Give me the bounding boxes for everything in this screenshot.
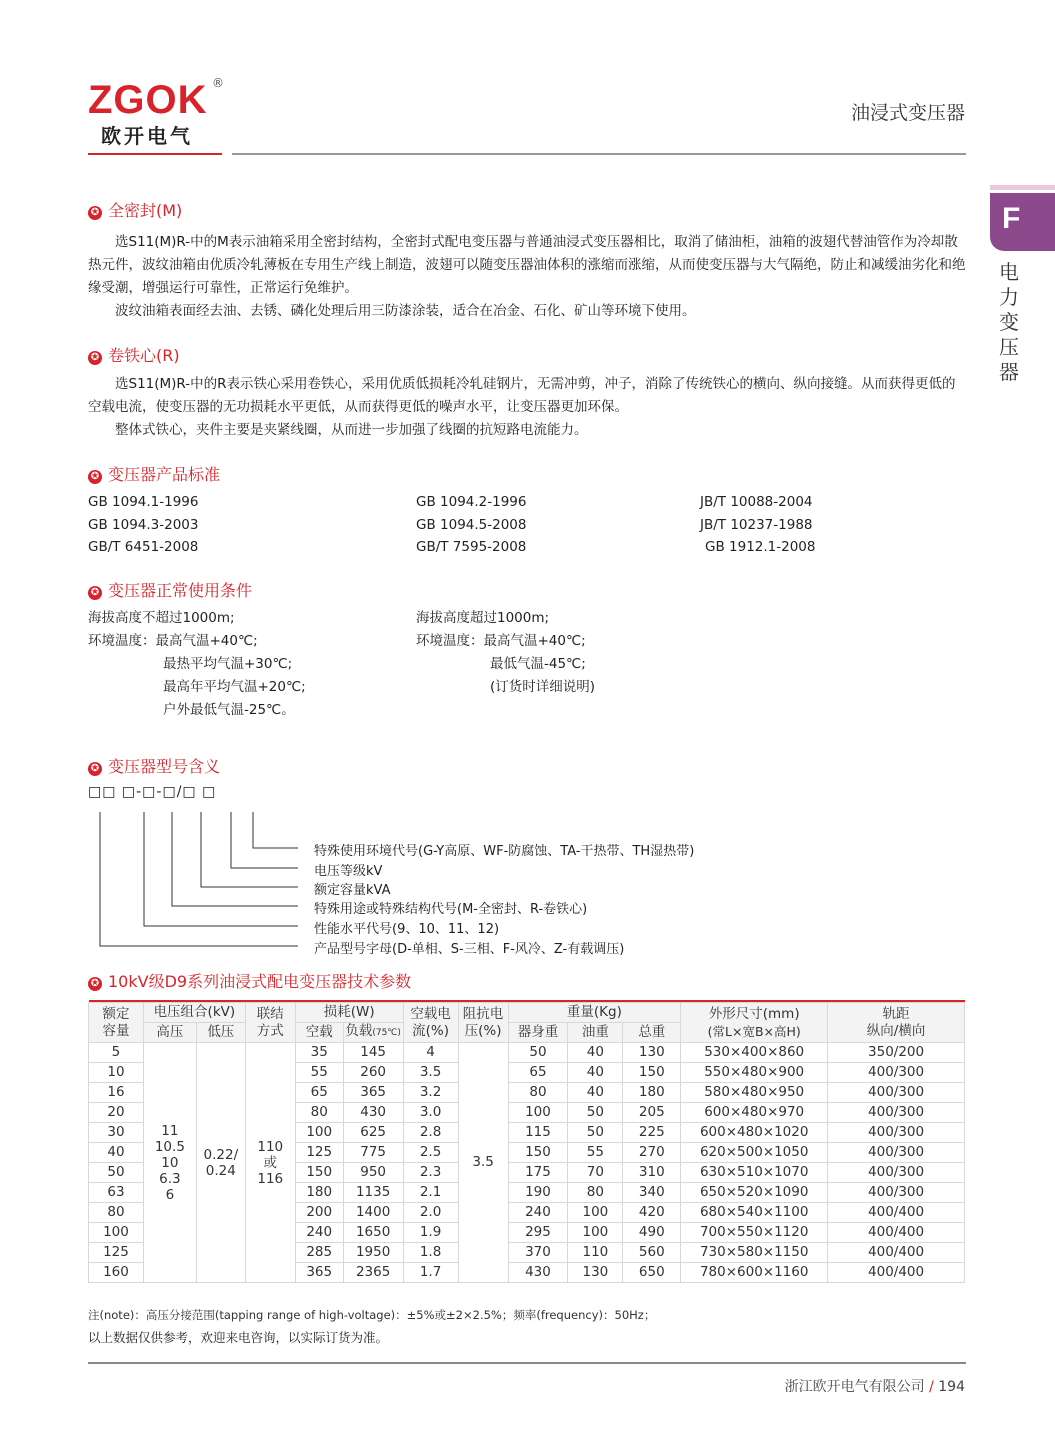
cell-gauge: 400/300 bbox=[828, 1183, 965, 1203]
cell-total-weight: 650 bbox=[623, 1263, 681, 1283]
cell-oil-weight: 40 bbox=[568, 1083, 623, 1103]
cell-noload-loss: 80 bbox=[295, 1103, 343, 1123]
cell-body-weight: 190 bbox=[508, 1183, 568, 1203]
cell-gauge: 400/400 bbox=[828, 1243, 965, 1263]
cell-capacity: 5 bbox=[89, 1043, 144, 1063]
standards-col-1: GB 1094.1-1996 GB 1094.3-2003 GB/T 6451-2008 bbox=[88, 494, 199, 555]
standards-col-3: JB/T 10088-2004 JB/T 10237-1988 GB 1912.1-2008 bbox=[700, 494, 816, 555]
cell-hv-merged: 11 10.5 10 6.3 6 bbox=[143, 1043, 196, 1283]
cell-capacity: 16 bbox=[89, 1083, 144, 1103]
cell-dimensions: 600×480×1020 bbox=[681, 1123, 828, 1143]
cell-body-weight: 115 bbox=[508, 1123, 568, 1143]
cell-gauge: 400/300 bbox=[828, 1103, 965, 1123]
header-loss: 损耗(W) bbox=[295, 1003, 403, 1023]
conditions-left: 海拔高度不超过1000m; 环境温度：最高气温+40℃; 最热平均气温+30℃; 最高年平均气温+20℃; 户外最低气温-25℃。 bbox=[88, 610, 306, 718]
star-icon: ✪ bbox=[88, 351, 102, 365]
cell-oil-weight: 130 bbox=[568, 1263, 623, 1283]
model-diagram bbox=[88, 808, 788, 968]
header-noload: 空载 bbox=[295, 1023, 343, 1043]
cell-total-weight: 180 bbox=[623, 1083, 681, 1103]
standards-col-2: GB 1094.2-1996 GB 1094.5-2008 GB/T 7595-2008 bbox=[416, 494, 527, 555]
registered-mark: ® bbox=[212, 76, 224, 90]
cell-total-weight: 270 bbox=[623, 1143, 681, 1163]
model-code: □□ □-□-□/□ □ bbox=[88, 784, 217, 800]
cell-body-weight: 370 bbox=[508, 1243, 568, 1263]
cell-oil-weight: 100 bbox=[568, 1223, 623, 1243]
section-heading-conditions: ✪ 变压器正常使用条件 bbox=[88, 578, 252, 601]
cell-noload-loss: 180 bbox=[295, 1183, 343, 1203]
cell-total-weight: 150 bbox=[623, 1063, 681, 1083]
cell-body-weight: 100 bbox=[508, 1103, 568, 1123]
cell-load-loss: 1950 bbox=[343, 1243, 403, 1263]
paragraph: 波纹油箱表面经去油、去锈、磷化处理后用三防漆涂装，适合在冶金、石化、矿山等环境下使用。 bbox=[115, 303, 696, 319]
cell-load-loss: 1650 bbox=[343, 1223, 403, 1243]
cell-oil-weight: 50 bbox=[568, 1103, 623, 1123]
model-label: 电压等级kV bbox=[314, 864, 383, 879]
header-gauge: 轨距 纵向/横向 bbox=[828, 1003, 965, 1043]
header-capacity: 额定容量 bbox=[89, 1003, 144, 1043]
header-hv: 高压 bbox=[143, 1023, 196, 1043]
cell-dimensions: 530×400×860 bbox=[681, 1043, 828, 1063]
cell-noload-current: 3.2 bbox=[403, 1083, 458, 1103]
cell-noload-current: 3.5 bbox=[403, 1063, 458, 1083]
cell-capacity: 80 bbox=[89, 1203, 144, 1223]
cell-dimensions: 700×550×1120 bbox=[681, 1223, 828, 1243]
cell-dimensions: 650×520×1090 bbox=[681, 1183, 828, 1203]
star-icon: ✪ bbox=[88, 206, 102, 220]
logo-text: ZGOK bbox=[88, 78, 208, 122]
cell-dimensions: 620×500×1050 bbox=[681, 1143, 828, 1163]
cell-capacity: 20 bbox=[89, 1103, 144, 1123]
cell-capacity: 30 bbox=[89, 1123, 144, 1143]
cell-load-loss: 1400 bbox=[343, 1203, 403, 1223]
page-number: 194 bbox=[938, 1379, 965, 1395]
header-voltage: 电压组合(kV) bbox=[143, 1003, 245, 1023]
cell-load-loss: 430 bbox=[343, 1103, 403, 1123]
header-accent-line bbox=[88, 153, 222, 155]
paragraph: 整体式铁心，夹件主要是夹紧线圈，从而进一步加强了线圈的抗短路电流能力。 bbox=[115, 422, 588, 438]
cell-total-weight: 340 bbox=[623, 1183, 681, 1203]
section-body-sealed bbox=[88, 231, 966, 323]
cell-body-weight: 240 bbox=[508, 1203, 568, 1223]
cell-gauge: 400/400 bbox=[828, 1223, 965, 1243]
cell-gauge: 400/300 bbox=[828, 1123, 965, 1143]
cell-dimensions: 730×580×1150 bbox=[681, 1243, 828, 1263]
cell-oil-weight: 50 bbox=[568, 1123, 623, 1143]
table-row bbox=[89, 1043, 965, 1063]
cell-capacity: 125 bbox=[89, 1243, 144, 1263]
cell-lv-merged: 0.22/ 0.24 bbox=[196, 1043, 245, 1283]
cell-dimensions: 630×510×1070 bbox=[681, 1163, 828, 1183]
cell-gauge: 400/400 bbox=[828, 1263, 965, 1283]
cell-gauge: 400/300 bbox=[828, 1063, 965, 1083]
model-label: 特殊用途或特殊结构代号(M-全密封、R-卷铁心) bbox=[314, 902, 588, 917]
header-dims: 外形尺寸(mm) (常L×宽B×高H) bbox=[681, 1003, 828, 1043]
cell-noload-current: 1.8 bbox=[403, 1243, 458, 1263]
cell-total-weight: 560 bbox=[623, 1243, 681, 1263]
cell-load-loss: 625 bbox=[343, 1123, 403, 1143]
cell-noload-loss: 35 bbox=[295, 1043, 343, 1063]
cell-gauge: 400/300 bbox=[828, 1163, 965, 1183]
header-noload-current: 空载电流(%) bbox=[403, 1003, 458, 1043]
star-icon: ✪ bbox=[88, 470, 102, 484]
cell-noload-loss: 240 bbox=[295, 1223, 343, 1243]
cell-oil-weight: 55 bbox=[568, 1143, 623, 1163]
footer bbox=[785, 1376, 965, 1396]
paragraph: 选S11(M)R-中的R表示铁心采用卷铁心，采用优质低损耗冷轧硅钢片，无需冲剪，冲子，消除了传统铁心的横向、纵向接缝。从而获得更低的空载电流，使变压器的无功损耗水平更低，从而获得更低的噪声水平，让变压器更加环保。 bbox=[88, 376, 956, 415]
section-body-wound-core bbox=[88, 373, 966, 442]
section-heading-sealed: ✪ 全密封(M) bbox=[88, 198, 182, 221]
cell-oil-weight: 80 bbox=[568, 1183, 623, 1203]
cell-noload-loss: 55 bbox=[295, 1063, 343, 1083]
header-total-weight: 总重 bbox=[623, 1023, 681, 1043]
cell-dimensions: 550×480×900 bbox=[681, 1063, 828, 1083]
cell-capacity: 50 bbox=[89, 1163, 144, 1183]
paragraph: 选S11(M)R-中的M表示油箱采用全密封结构，全密封式配电变压器与普通油浸式变压器相比，取消了储油柜，油箱的波翅代替油管作为冷却散热元件，波纹油箱由优质冷轧薄板在专用生产线上制造，波翅可以随变压器油体积的涨缩而涨缩，从而使变压器与大气隔绝，防止和减缓油劣化和绝缘受潮，增强运行可靠性，正常运行免维护。 bbox=[88, 234, 966, 296]
cell-body-weight: 295 bbox=[508, 1223, 568, 1243]
cell-total-weight: 420 bbox=[623, 1203, 681, 1223]
cell-capacity: 100 bbox=[89, 1223, 144, 1243]
logo-subtitle: 欧开电气 bbox=[101, 124, 193, 148]
cell-load-loss: 950 bbox=[343, 1163, 403, 1183]
cell-oil-weight: 70 bbox=[568, 1163, 623, 1183]
star-icon: ✪ bbox=[88, 762, 102, 776]
star-icon: ✪ bbox=[88, 586, 102, 600]
side-tab-letter: F bbox=[1002, 202, 1021, 235]
company-name: 浙江欧开电气有限公司 bbox=[784, 1379, 925, 1395]
cell-load-loss: 775 bbox=[343, 1143, 403, 1163]
cell-load-loss: 260 bbox=[343, 1063, 403, 1083]
table-note: 注(note)：高压分接范围(tapping range of high-voltage)：±5%或±2×2.5%；频率(frequency)：50Hz； bbox=[88, 1308, 656, 1322]
cell-impedance-merged: 3.5 bbox=[458, 1043, 508, 1283]
cell-total-weight: 205 bbox=[623, 1103, 681, 1123]
spec-table bbox=[88, 1000, 965, 1283]
cell-capacity: 10 bbox=[89, 1063, 144, 1083]
category-title: 油浸式变压器 bbox=[850, 102, 965, 124]
cell-noload-loss: 65 bbox=[295, 1083, 343, 1103]
cell-oil-weight: 110 bbox=[568, 1243, 623, 1263]
cell-noload-current: 4 bbox=[403, 1043, 458, 1063]
cell-noload-current: 1.7 bbox=[403, 1263, 458, 1283]
cell-noload-loss: 365 bbox=[295, 1263, 343, 1283]
cell-gauge: 350/200 bbox=[828, 1043, 965, 1063]
header-impedance: 阻抗电压(%) bbox=[458, 1003, 508, 1043]
footer-separator: / bbox=[929, 1379, 934, 1395]
model-label: 性能水平代号(9、10、11、12) bbox=[314, 922, 500, 937]
cell-dimensions: 580×480×950 bbox=[681, 1083, 828, 1103]
header-lv: 低压 bbox=[196, 1023, 245, 1043]
cell-noload-loss: 285 bbox=[295, 1243, 343, 1263]
cell-noload-loss: 150 bbox=[295, 1163, 343, 1183]
cell-load-loss: 2365 bbox=[343, 1263, 403, 1283]
section-heading-wound-core: ✪ 卷铁心(R) bbox=[88, 343, 180, 366]
model-label: 产品型号字母(D-单相、S-三相、F-风冷、Z-有载调压) bbox=[314, 942, 625, 957]
header-weight: 重量(Kg) bbox=[508, 1003, 681, 1023]
section-heading-table: ✪ 10kV级D9系列油浸式配电变压器技术参数 bbox=[88, 969, 411, 992]
cell-capacity: 63 bbox=[89, 1183, 144, 1203]
cell-noload-current: 1.9 bbox=[403, 1223, 458, 1243]
cell-total-weight: 310 bbox=[623, 1163, 681, 1183]
conditions-right: 海拔高度超过1000m; 环境温度：最高气温+40℃; 最低气温-45℃; (订货时详细说明) bbox=[416, 610, 596, 695]
cell-dimensions: 680×540×1100 bbox=[681, 1203, 828, 1223]
header-divider bbox=[232, 153, 966, 155]
cell-noload-current: 2.0 bbox=[403, 1203, 458, 1223]
cell-body-weight: 80 bbox=[508, 1083, 568, 1103]
cell-body-weight: 50 bbox=[508, 1043, 568, 1063]
cell-body-weight: 430 bbox=[508, 1263, 568, 1283]
model-label: 额定容量kVA bbox=[314, 883, 391, 898]
cell-dimensions: 600×480×970 bbox=[681, 1103, 828, 1123]
cell-noload-loss: 100 bbox=[295, 1123, 343, 1143]
side-tab-strip bbox=[990, 185, 1055, 190]
cell-noload-current: 3.0 bbox=[403, 1103, 458, 1123]
cell-capacity: 40 bbox=[89, 1143, 144, 1163]
section-heading-standards: ✪ 变压器产品标准 bbox=[88, 462, 220, 485]
cell-gauge: 400/300 bbox=[828, 1083, 965, 1103]
cell-body-weight: 150 bbox=[508, 1143, 568, 1163]
cell-noload-current: 2.3 bbox=[403, 1163, 458, 1183]
footer-divider bbox=[88, 1362, 966, 1364]
cell-total-weight: 225 bbox=[623, 1123, 681, 1143]
model-label: 特殊使用环境代号(G-Y高原、WF-防腐蚀、TA-干热带、TH湿热带) bbox=[314, 844, 695, 859]
header-load: 负载(75℃) bbox=[343, 1023, 403, 1043]
cell-capacity: 160 bbox=[89, 1263, 144, 1283]
cell-noload-loss: 125 bbox=[295, 1143, 343, 1163]
cell-noload-current: 2.1 bbox=[403, 1183, 458, 1203]
cell-gauge: 400/300 bbox=[828, 1143, 965, 1163]
header-connection: 联结方式 bbox=[245, 1003, 295, 1043]
cell-load-loss: 365 bbox=[343, 1083, 403, 1103]
cell-noload-loss: 200 bbox=[295, 1203, 343, 1223]
header-oil-weight: 油重 bbox=[568, 1023, 623, 1043]
side-tab bbox=[990, 193, 1055, 251]
cell-noload-current: 2.5 bbox=[403, 1143, 458, 1163]
cell-connection-merged: 110 或 116 bbox=[245, 1043, 295, 1283]
cell-total-weight: 130 bbox=[623, 1043, 681, 1063]
star-icon: ✪ bbox=[88, 977, 102, 991]
cell-body-weight: 65 bbox=[508, 1063, 568, 1083]
cell-dimensions: 780×600×1160 bbox=[681, 1263, 828, 1283]
cell-noload-current: 2.8 bbox=[403, 1123, 458, 1143]
section-heading-model: ✪ 变压器型号含义 bbox=[88, 754, 220, 777]
side-tab-label: 电力变压器 bbox=[999, 260, 1019, 384]
cell-load-loss: 1135 bbox=[343, 1183, 403, 1203]
cell-total-weight: 490 bbox=[623, 1223, 681, 1243]
table-disclaimer: 以上数据仅供参考，欢迎来电咨询，以实际订货为准。 bbox=[88, 1330, 389, 1345]
cell-body-weight: 175 bbox=[508, 1163, 568, 1183]
cell-oil-weight: 100 bbox=[568, 1203, 623, 1223]
cell-oil-weight: 40 bbox=[568, 1063, 623, 1083]
cell-load-loss: 145 bbox=[343, 1043, 403, 1063]
header-body-weight: 器身重 bbox=[508, 1023, 568, 1043]
cell-gauge: 400/400 bbox=[828, 1203, 965, 1223]
cell-oil-weight: 40 bbox=[568, 1043, 623, 1063]
